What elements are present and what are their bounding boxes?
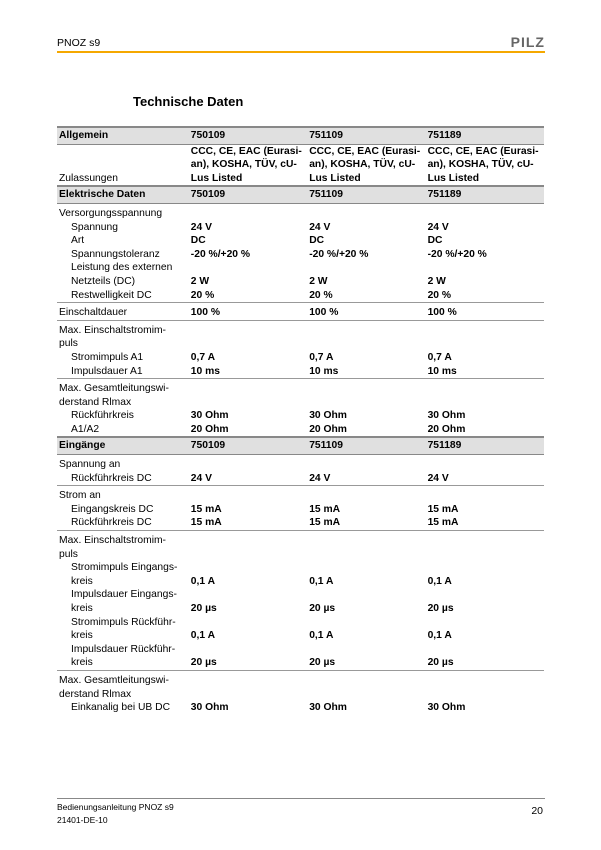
value-cell: [426, 320, 544, 351]
table-row: [57, 670, 544, 701]
value-cell: 20 µs: [427, 657, 454, 669]
section-header-row: [57, 186, 544, 203]
value-cell: 20 µs: [309, 603, 336, 614]
table-row: [57, 409, 544, 423]
product-number-header: 751189: [426, 437, 544, 454]
value-cell: 10 ms: [309, 365, 339, 377]
value-cell: [189, 455, 307, 472]
table-row: [57, 423, 544, 438]
table-row: [57, 261, 544, 288]
row-label: Spannung an: [57, 455, 189, 472]
value-cell: CCC, CE, EAC (Eurasi- an), KOSHA, TÜV, cU- Lus Listed: [309, 145, 421, 184]
table-row: [57, 455, 544, 472]
row-label: Max. Gesamtleitungswi- derstand Rlmax: [57, 379, 189, 410]
product-number-header: 751109: [307, 437, 425, 454]
footer-manual-title: Bedienungsanleitung PNOZ s9: [57, 802, 174, 812]
value-cell: 20 %: [427, 289, 452, 301]
header-title: PNOZ s9: [57, 37, 101, 49]
value-cell: [189, 379, 307, 410]
value-cell: [307, 486, 425, 503]
product-number-header: 751109: [307, 186, 425, 203]
value-cell: 30 Ohm: [190, 410, 229, 422]
row-label: Max. Gesamtleitungswi- derstand Rlmax: [57, 670, 189, 701]
product-number-header: 750109: [189, 437, 307, 454]
value-cell: DC: [309, 235, 325, 247]
value-cell: [426, 203, 544, 220]
value-cell: 30 Ohm: [309, 702, 347, 714]
table-row: [57, 516, 544, 530]
page-number: 20: [531, 805, 543, 817]
table-row: [57, 289, 544, 303]
table-row: [57, 221, 544, 235]
value-cell: [426, 670, 544, 701]
value-cell: 15 mA: [190, 517, 222, 529]
table-row: [57, 472, 544, 486]
value-cell: 15 mA: [309, 503, 341, 515]
value-cell: 10 ms: [190, 365, 220, 377]
value-cell: 0,7 A: [309, 351, 334, 363]
value-cell: 2 W: [309, 275, 328, 287]
section-header-row: [57, 437, 544, 454]
value-cell: [189, 486, 307, 503]
table-row: [57, 320, 544, 351]
value-cell: 10 ms: [427, 365, 457, 377]
value-cell: 100 %: [307, 303, 425, 321]
value-cell: [189, 531, 307, 562]
row-label: Eingangskreis DC: [71, 503, 154, 515]
table-row: [57, 701, 544, 715]
row-label: Einkanalig bei UB DC: [71, 702, 171, 714]
value-cell: 15 mA: [190, 503, 222, 515]
value-cell: 0,1 A: [190, 630, 216, 642]
row-label: Rückführkreis DC: [71, 472, 152, 484]
row-label: Eingänge: [57, 437, 189, 454]
table-row: [57, 486, 544, 503]
row-label: Rückführkreis: [71, 410, 134, 422]
value-cell: CCC, CE, EAC (Eurasi- an), KOSHA, TÜV, cU- Lus Listed: [190, 145, 302, 184]
value-cell: [307, 455, 425, 472]
row-label: A1/A2: [71, 423, 100, 435]
row-label: Spannung: [71, 221, 118, 233]
row-label: Stromimpuls Eingangs- kreis: [71, 562, 178, 587]
value-cell: -20 %/+20 %: [190, 248, 251, 260]
row-label: Leistung des externen Netzteils (DC): [71, 262, 173, 287]
value-cell: 20 Ohm: [309, 423, 347, 435]
value-cell: DC: [427, 235, 443, 247]
value-cell: [307, 320, 425, 351]
table-row: [57, 351, 544, 365]
section-header-row: [57, 127, 544, 144]
value-cell: 0,7 A: [427, 351, 452, 363]
table-row: [57, 643, 544, 671]
value-cell: [426, 486, 544, 503]
value-cell: 30 Ohm: [427, 410, 466, 422]
value-cell: 20 µs: [309, 657, 336, 669]
row-label: Strom an: [57, 486, 189, 503]
table-row: [57, 588, 544, 615]
product-number-header: 751189: [426, 186, 544, 203]
value-cell: 0,1 A: [190, 575, 216, 587]
value-cell: 100 %: [189, 303, 307, 321]
row-label: Versorgungsspannung: [57, 203, 189, 220]
value-cell: 30 Ohm: [427, 702, 466, 714]
value-cell: [307, 531, 425, 562]
value-cell: -20 %/+20 %: [427, 248, 487, 260]
technical-data-table: [57, 126, 544, 715]
value-cell: 20 µs: [427, 603, 454, 614]
table-row: [57, 379, 544, 410]
value-cell: 24 V: [309, 221, 331, 233]
value-cell: [189, 203, 307, 220]
value-cell: 0,1 A: [309, 575, 334, 587]
table-row: [57, 203, 544, 220]
row-label: Max. Einschaltstromim- puls: [57, 320, 189, 351]
value-cell: 24 V: [309, 472, 331, 484]
product-number-header: 751109: [307, 127, 425, 144]
value-cell: 30 Ohm: [309, 410, 347, 422]
table-row: [57, 616, 544, 643]
value-cell: 24 V: [427, 221, 449, 233]
value-cell: [426, 379, 544, 410]
value-cell: 0,1 A: [309, 630, 334, 642]
row-label: Zulassungen: [59, 172, 118, 184]
value-cell: 15 mA: [427, 517, 459, 529]
table-row: [57, 561, 544, 588]
row-label: Stromimpuls Rückführ- kreis: [71, 616, 176, 642]
value-cell: [307, 379, 425, 410]
row-label: Allgemein: [57, 127, 189, 144]
value-cell: 100 %: [426, 303, 544, 321]
value-cell: 24 V: [190, 472, 212, 484]
value-cell: [426, 531, 544, 562]
header-divider: [57, 51, 545, 53]
table-row: [57, 303, 544, 321]
value-cell: [307, 203, 425, 220]
row-label: Elektrische Daten: [57, 186, 189, 203]
row-label: Restwelligkeit DC: [71, 289, 152, 301]
table-row: [57, 144, 544, 186]
row-label: Impulsdauer A1: [71, 365, 143, 377]
value-cell: 2 W: [190, 275, 210, 287]
value-cell: CCC, CE, EAC (Eurasi- an), KOSHA, TÜV, cU- Lus Listed: [427, 145, 539, 184]
row-label: Einschaltdauer: [57, 303, 189, 321]
row-label: Impulsdauer Rückführ- kreis: [71, 643, 176, 669]
value-cell: 24 V: [427, 472, 449, 484]
table-row: [57, 248, 544, 262]
value-cell: 20 Ohm: [190, 423, 229, 435]
row-label: Art: [71, 235, 85, 247]
value-cell: 20 Ohm: [427, 423, 466, 435]
footer-divider: [57, 798, 545, 799]
value-cell: 20 µs: [190, 657, 217, 669]
value-cell: 2 W: [427, 275, 446, 287]
value-cell: [189, 670, 307, 701]
page-title: Technische Daten: [133, 94, 244, 109]
pilz-logo: PILZ: [510, 34, 545, 50]
value-cell: 30 Ohm: [190, 702, 229, 714]
value-cell: [307, 670, 425, 701]
row-label: Impulsdauer Eingangs- kreis: [71, 589, 177, 614]
table-row: [57, 531, 544, 562]
value-cell: 20 %: [190, 289, 215, 301]
table-row: [57, 365, 544, 379]
row-label: Spannungstoleranz: [71, 248, 160, 260]
value-cell: [426, 455, 544, 472]
value-cell: [189, 320, 307, 351]
row-label: Max. Einschaltstromim- puls: [57, 531, 189, 562]
table-row: [57, 234, 544, 248]
row-label: Rückführkreis DC: [71, 517, 152, 529]
value-cell: 0,7 A: [190, 351, 216, 363]
product-number-header: 750109: [189, 186, 307, 203]
value-cell: 20 %: [309, 289, 333, 301]
value-cell: 15 mA: [309, 517, 341, 529]
value-cell: DC: [190, 235, 206, 247]
value-cell: 15 mA: [427, 503, 459, 515]
row-label: Stromimpuls A1: [71, 351, 144, 363]
footer-doc-id: 21401-DE-10: [57, 815, 108, 825]
table-row: [57, 503, 544, 517]
product-number-header: 751189: [426, 127, 544, 144]
value-cell: 0,1 A: [427, 575, 452, 587]
value-cell: 24 V: [190, 221, 212, 233]
value-cell: 20 µs: [190, 603, 217, 614]
value-cell: 0,1 A: [427, 630, 452, 642]
value-cell: -20 %/+20 %: [309, 248, 369, 260]
product-number-header: 750109: [189, 127, 307, 144]
